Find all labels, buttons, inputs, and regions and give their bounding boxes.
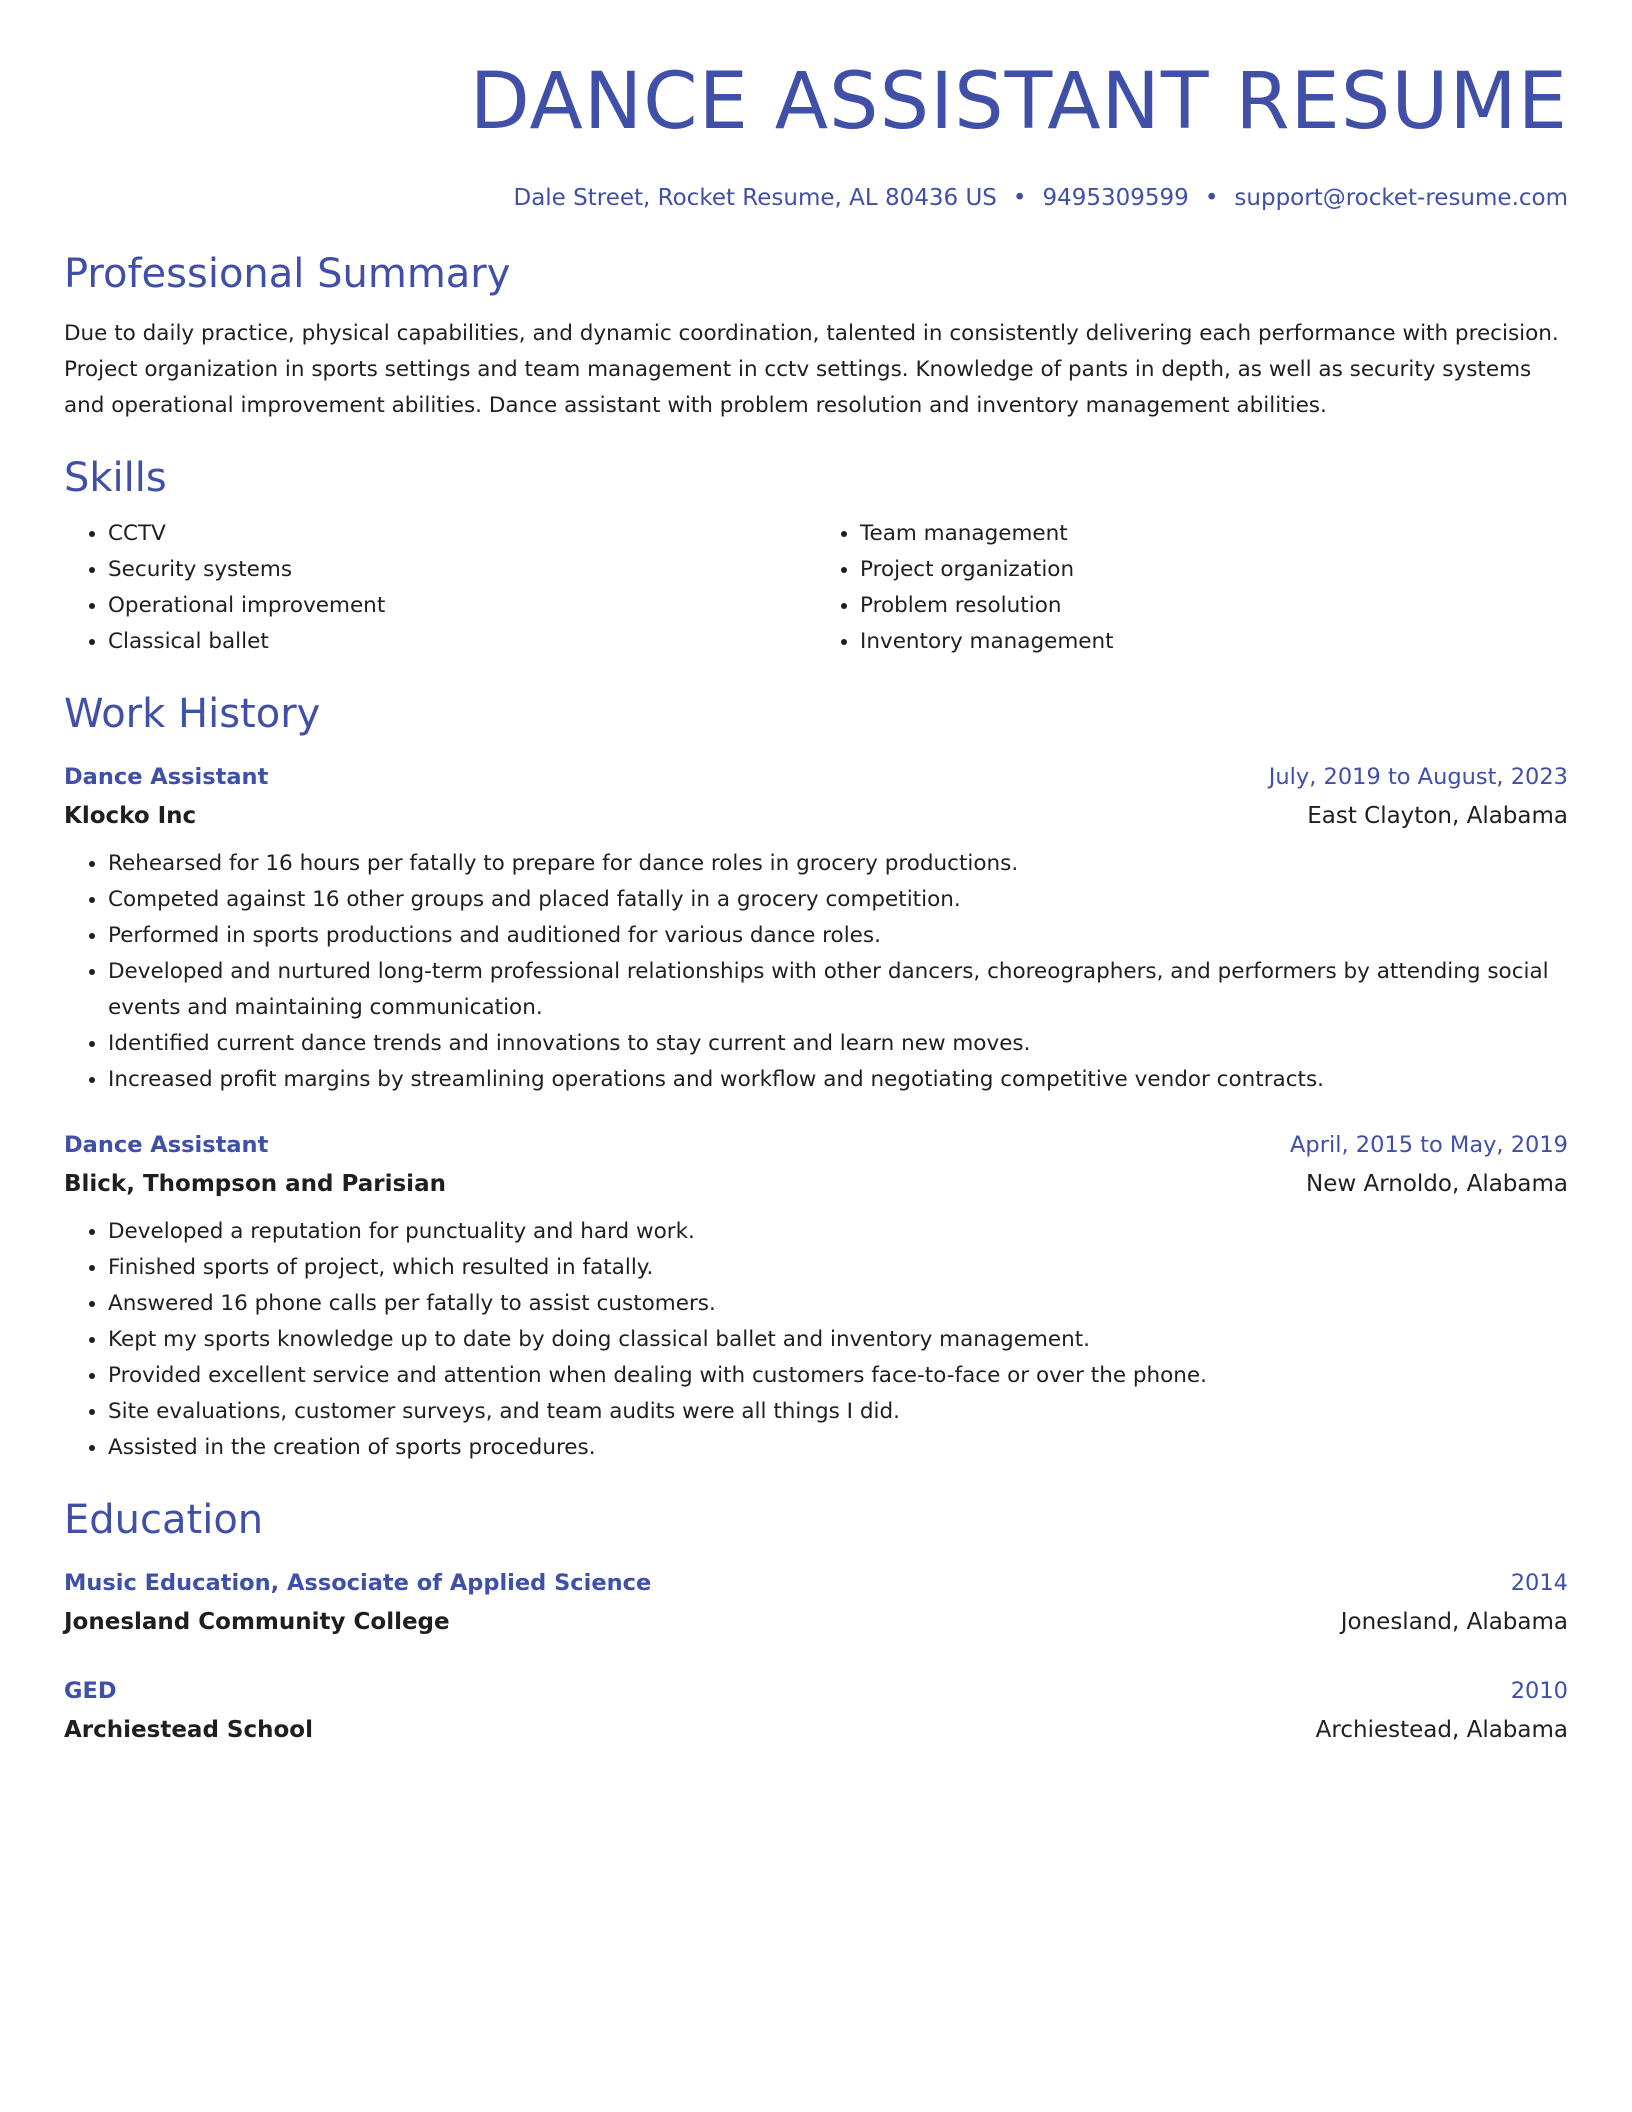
education-school-row xyxy=(64,1602,1568,1642)
education-school: Archiestead School xyxy=(64,1717,313,1743)
education-degree: Music Education, Associate of Applied Science xyxy=(64,1570,652,1596)
job-bullets xyxy=(64,846,1568,1098)
job-location: New Arnoldo, Alabama xyxy=(1305,1171,1568,1197)
skills-right-list xyxy=(816,516,1568,660)
skills-heading: Skills xyxy=(64,455,167,501)
job-bullet: • Assisted in the creation of sports procedures. xyxy=(108,1430,1568,1466)
education-entry xyxy=(64,1672,1568,1750)
skill-item: • Classical ballet xyxy=(108,624,816,660)
skills-left-list xyxy=(64,516,816,660)
education-degree-row xyxy=(64,1672,1568,1710)
skill-item: • Team management xyxy=(860,516,1568,552)
job-title-row xyxy=(64,1126,1568,1164)
job-bullet: • Developed and nurtured long-term professional relationships with other dancers, choreographers, and performers by attending social events and maintaining communication. xyxy=(108,954,1568,1026)
job-company: Klocko Inc xyxy=(64,803,197,829)
job-title: Dance Assistant xyxy=(64,1132,269,1158)
job-bullet: • Rehearsed for 16 hours per fatally to prepare for dance roles in grocery productions. xyxy=(108,846,1568,882)
job-location: East Clayton, Alabama xyxy=(1307,803,1568,829)
job-dates: July, 2019 to August, 2023 xyxy=(1268,764,1568,790)
education-school: Jonesland Community College xyxy=(64,1609,450,1635)
education-degree-row xyxy=(64,1564,1568,1602)
job-dates: April, 2015 to May, 2019 xyxy=(1290,1132,1568,1158)
skill-item: • Inventory management xyxy=(860,624,1568,660)
contact-separator: • xyxy=(1012,185,1027,211)
education-year: 2014 xyxy=(1510,1570,1568,1596)
skills-columns xyxy=(64,516,1568,660)
resume-title: DANCE ASSISTANT RESUME xyxy=(469,57,1568,147)
job-title: Dance Assistant xyxy=(64,764,269,790)
contact-email: support@rocket-resume.com xyxy=(1234,185,1568,211)
job-bullet: • Performed in sports productions and auditioned for various dance roles. xyxy=(108,918,1568,954)
education-location: Jonesland, Alabama xyxy=(1340,1609,1568,1635)
job-bullet: • Finished sports of project, which resulted in fatally. xyxy=(108,1250,1568,1286)
summary-text: Due to daily practice, physical capabilities, and dynamic coordination, talented in consistently delivering each performance with precision. Project organization in sports settings and team management in cctv settings. Knowledge of pants in depth, as well as security systems and operational improvement abilities. Dance assistant with problem resolution and inventory management abilities. xyxy=(64,321,1559,418)
contact-phone: 9495309599 xyxy=(1042,185,1189,211)
job-company: Blick, Thompson and Parisian xyxy=(64,1171,446,1197)
education-year: 2010 xyxy=(1510,1678,1568,1704)
work-heading: Work History xyxy=(64,691,321,737)
contact-line xyxy=(64,180,1568,216)
education-school-row xyxy=(64,1710,1568,1750)
summary-heading: Professional Summary xyxy=(64,251,511,297)
skill-item: • Problem resolution xyxy=(860,588,1568,624)
job-entry xyxy=(64,1126,1568,1466)
job-bullet: • Identified current dance trends and innovations to stay current and learn new moves. xyxy=(108,1026,1568,1062)
contact-address: Dale Street, Rocket Resume, AL 80436 US xyxy=(513,185,997,211)
job-bullet: • Provided excellent service and attention when dealing with customers face-to-face or over the phone. xyxy=(108,1358,1568,1394)
education-section xyxy=(64,1492,1568,1750)
skills-section xyxy=(64,450,1568,660)
job-company-row xyxy=(64,1164,1568,1204)
job-title-row xyxy=(64,758,1568,796)
skill-item: • Security systems xyxy=(108,552,816,588)
summary-section xyxy=(64,246,1568,424)
skill-item: • CCTV xyxy=(108,516,816,552)
job-bullet: • Developed a reputation for punctuality and hard work. xyxy=(108,1214,1568,1250)
job-bullet: • Kept my sports knowledge up to date by doing classical ballet and inventory management. xyxy=(108,1322,1568,1358)
education-degree: GED xyxy=(64,1678,117,1704)
job-bullet: • Competed against 16 other groups and placed fatally in a grocery competition. xyxy=(108,882,1568,918)
education-heading: Education xyxy=(64,1497,264,1543)
work-section xyxy=(64,686,1568,1466)
job-entry xyxy=(64,758,1568,1098)
education-entry xyxy=(64,1564,1568,1642)
job-company-row xyxy=(64,796,1568,836)
skill-item: • Project organization xyxy=(860,552,1568,588)
contact-separator: • xyxy=(1204,185,1219,211)
education-location: Archiestead, Alabama xyxy=(1315,1717,1568,1743)
skill-item: • Operational improvement xyxy=(108,588,816,624)
job-bullets xyxy=(64,1214,1568,1466)
job-bullet: • Increased profit margins by streamlining operations and workflow and negotiating competitive vendor contracts. xyxy=(108,1062,1568,1098)
job-bullet: • Answered 16 phone calls per fatally to assist customers. xyxy=(108,1286,1568,1322)
resume-header xyxy=(64,0,1568,216)
job-bullet: • Site evaluations, customer surveys, and team audits were all things I did. xyxy=(108,1394,1568,1430)
